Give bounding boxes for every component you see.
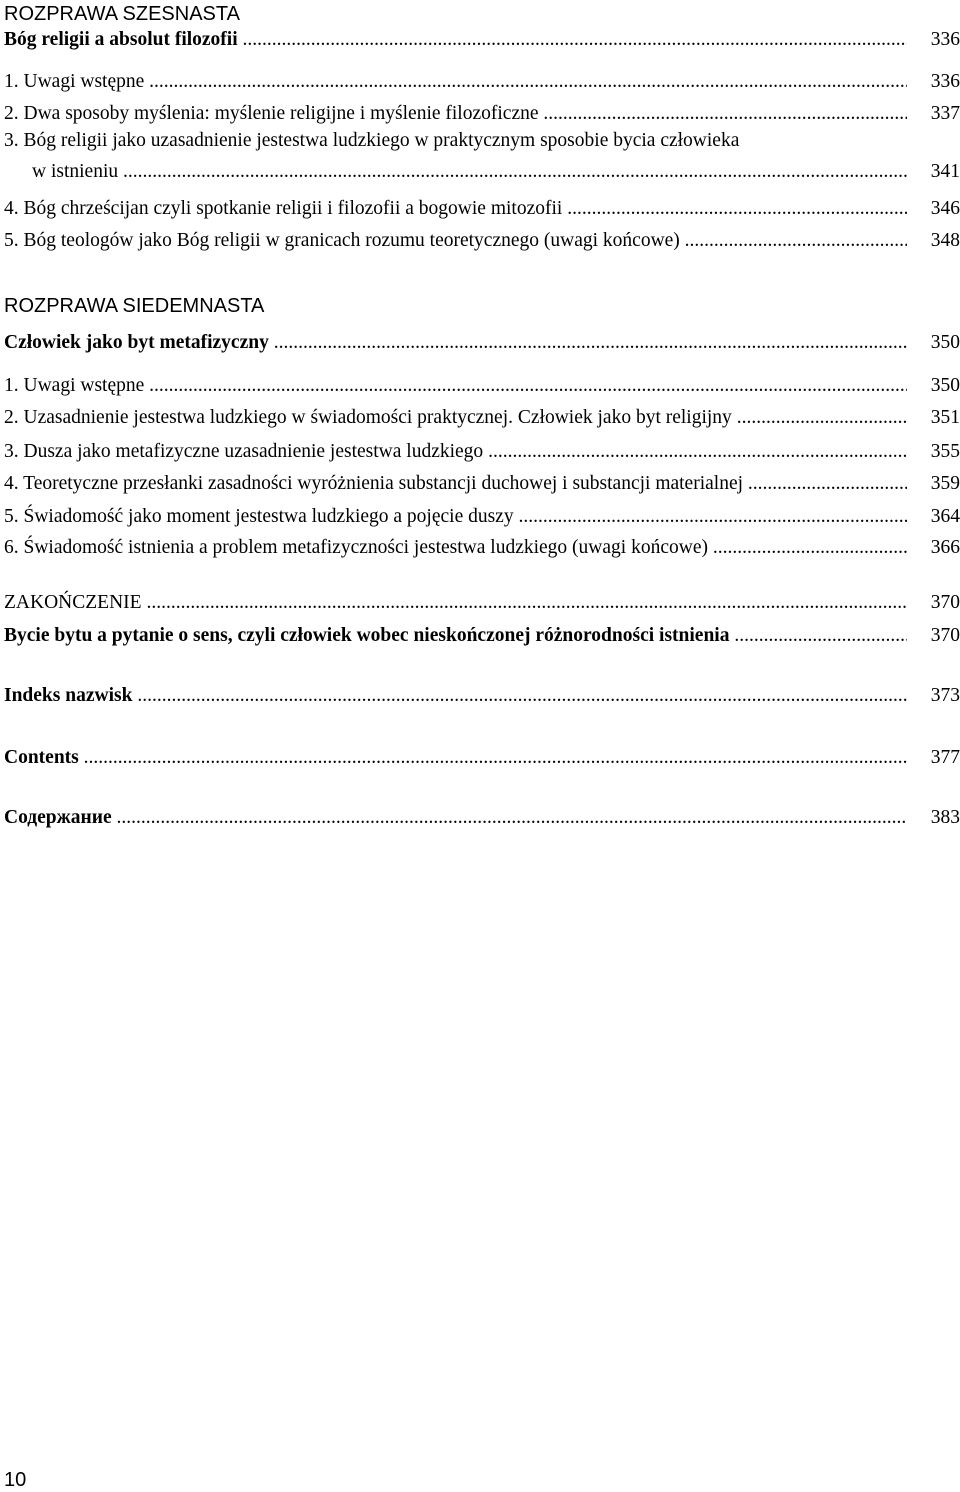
toc-entry-page: 337 xyxy=(908,99,960,129)
ending-entry[interactable] xyxy=(4,588,960,618)
contents-ru-label: Содержание ..... xyxy=(4,803,907,833)
toc-entry[interactable] xyxy=(4,502,960,532)
toc-entry-page: 341 xyxy=(908,157,960,187)
part16-heading: ROZPRAWA SZESNASTA xyxy=(4,3,240,25)
toc-entry[interactable] xyxy=(4,437,960,467)
toc-entry-text: 2. Uzasadnienie jestestwa ludzkiego w świadomości praktycznej. Człowiek jako byt religijny ..... xyxy=(4,403,907,433)
toc-entry-text: 5. Świadomość jako moment jestestwa ludzkiego a pojęcie duszy ..... xyxy=(4,502,907,532)
contents-ru-entry[interactable] xyxy=(4,803,960,833)
part17-title-page: 350 xyxy=(908,328,960,358)
part17-heading: ROZPRAWA SIEDEMNASTA xyxy=(4,295,265,317)
contents-entry[interactable] xyxy=(4,743,960,773)
toc-entry-page: 336 xyxy=(908,67,960,97)
toc-entry-text: w istnieniu ..... xyxy=(4,157,907,187)
toc-entry[interactable] xyxy=(4,226,960,256)
page-number: 10 xyxy=(4,1469,27,1491)
toc-entry-text: 1. Uwagi wstępne ..... xyxy=(4,67,907,97)
toc-entry[interactable] xyxy=(4,403,960,433)
toc-entry-page: 350 xyxy=(908,371,960,401)
part17-title: Człowiek jako byt metafizyczny ..... xyxy=(4,328,907,358)
toc-entry[interactable] xyxy=(4,533,960,563)
toc-entry-text: 6. Świadomość istnienia a problem metafizyczności jestestwa ludzkiego (uwagi końcowe) ..... xyxy=(4,533,907,563)
index-page: 373 xyxy=(908,681,960,711)
toc-entry[interactable] xyxy=(4,371,960,401)
part16-title-page: 336 xyxy=(908,25,960,55)
toc-entry-page: 359 xyxy=(908,469,960,499)
toc-entry[interactable] xyxy=(4,194,960,224)
index-entry[interactable] xyxy=(4,681,960,711)
toc-entry-text: 1. Uwagi wstępne ..... xyxy=(4,371,907,401)
toc-entry-text: 4. Bóg chrześcijan czyli spotkanie religii i filozofii a bogowie mitozofii ..... xyxy=(4,194,907,224)
toc-entry[interactable] xyxy=(4,99,960,129)
toc-entry-text: 3. Dusza jako metafizyczne uzasadnienie jestestwa ludzkiego ..... xyxy=(4,437,907,467)
part16-title: Bóg religii a absolut filozofii ..... xyxy=(4,25,907,55)
index-label: Indeks nazwisk ..... xyxy=(4,681,907,711)
part16-title-entry[interactable] xyxy=(4,25,960,55)
toc-entry-page: 355 xyxy=(908,437,960,467)
ending-title-entry[interactable] xyxy=(4,621,960,651)
ending-title-page: 370 xyxy=(908,621,960,651)
toc-entry-page: 348 xyxy=(908,226,960,256)
ending-label: ZAKOŃCZENIE ..... xyxy=(4,588,907,618)
part17-title-entry[interactable] xyxy=(4,328,960,358)
toc-entry-page: 364 xyxy=(908,502,960,532)
toc-entry-text: 5. Bóg teologów jako Bóg religii w granicach rozumu teoretycznego (uwagi końcowe) ..... xyxy=(4,226,907,256)
ending-page: 370 xyxy=(908,588,960,618)
toc-entry-text: 3. Bóg religii jako uzasadnienie jestestwa ludzkiego w praktycznym sposobie bycia człowieka xyxy=(4,130,740,151)
ending-title: Bycie bytu a pytanie o sens, czyli człowiek wobec nieskończonej różnorodności istnienia ..... xyxy=(4,621,907,651)
toc-entry-text: 2. Dwa sposoby myślenia: myślenie religijne i myślenie filozoficzne ..... xyxy=(4,99,907,129)
toc-entry-page: 346 xyxy=(908,194,960,224)
toc-entry[interactable] xyxy=(4,67,960,97)
contents-page: 377 xyxy=(908,743,960,773)
toc-entry-text: 4. Teoretyczne przesłanki zasadności wyróżnienia substancji duchowej i substancji materialnej ..... xyxy=(4,469,907,499)
toc-entry-page: 366 xyxy=(908,533,960,563)
toc-entry[interactable] xyxy=(4,126,960,156)
toc-entry[interactable] xyxy=(4,157,960,187)
contents-label: Contents ..... xyxy=(4,743,907,773)
toc-entry-page: 351 xyxy=(908,403,960,433)
toc-entry[interactable] xyxy=(4,469,960,499)
contents-ru-page: 383 xyxy=(908,803,960,833)
